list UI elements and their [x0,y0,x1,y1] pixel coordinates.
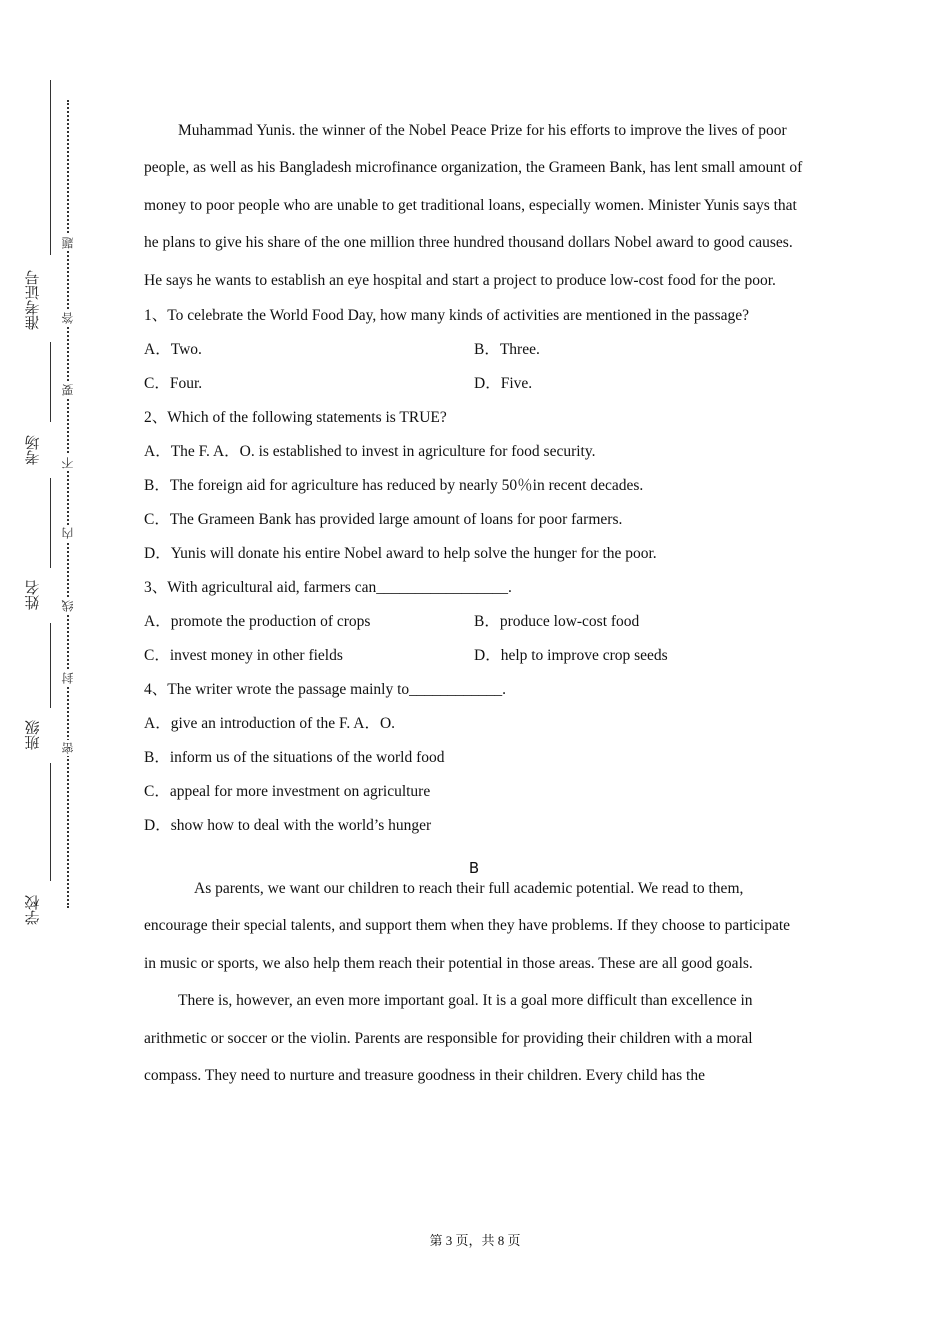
question-3 [144,571,804,673]
option-c[interactable]: C．invest money in other fields [144,647,343,665]
option-a[interactable]: A．The F. A．O. is established to invest in agriculture for food security. [144,443,596,461]
options-row [144,333,804,367]
seal-char: 内 [58,525,78,541]
options-row [144,639,804,673]
exam-content [144,112,804,1094]
seal-char: 密 [58,740,78,756]
question-4 [144,673,804,843]
question-stem: 1、To celebrate the World Food Day, how many kinds of activities are mentioned in the passage? [144,307,750,325]
question-1 [144,299,804,401]
option-b[interactable]: B．Three. [474,341,540,359]
option-b[interactable]: B．produce low-cost food [474,613,640,631]
seal-char: 线 [58,598,78,614]
school-label: 学校 [23,895,42,925]
seal-dotted-line [67,100,69,908]
option-a[interactable]: A．promote the production of crops [144,613,371,631]
option-c[interactable]: C．The Grameen Bank has provided large amount of loans for poor farmers. [144,511,623,529]
option-d[interactable]: D．Yunis will donate his entire Nobel award to help solve the hunger for the poor. [144,545,657,563]
exam-room-line [50,342,51,422]
option-b[interactable]: B．The foreign aid for agriculture has reduced by nearly 50％in recent decades. [144,477,644,495]
class-line [50,623,51,708]
seal-char: 封 [58,670,78,686]
option-a[interactable]: A．Two. [144,341,202,359]
option-d[interactable]: D．show how to deal with the world’s hunger [144,817,432,835]
seal-char: 题 [58,235,78,251]
option-d[interactable]: D．Five. [474,375,533,393]
seal-line [58,100,78,908]
school-line [50,763,51,881]
exam-number-line [50,80,51,255]
exam-room-label: 考场 [23,435,42,465]
question-stem: 4、The writer wrote the passage mainly to____________. [144,681,507,699]
binding-margin [14,80,54,940]
page-number: 第 3 页，共 8 页 [429,1233,521,1248]
class-label: 班级 [23,720,42,750]
option-c[interactable]: C．Four. [144,375,203,393]
passage-a-paragraph: Muhammad Yunis. the winner of the Nobel Peace Prize for his efforts to improve the lives of poor people, as well as his Bangladesh microfinance organization, the Grameen Bank, has lent small amount of money to poor people who are unable to get traditional loans, especially women. Minister Yunis says that he plans to give his share of the one million three hundred thousand dollars Nobel award to good causes. He says he wants to establish an eye hospital and start a project to produce low-cost food for the poor. [144,122,803,289]
section-b-paragraph-1: As parents, we want our children to reach their full academic potential. We read to them, encourage their special talents, and support them when they have problems. If they choose to participate in music or sports, we also help them reach their potential in those areas. These are all good goals. [144,880,791,972]
name-line [50,478,51,568]
name-label: 姓名 [23,580,42,610]
seal-char: 不 [58,455,78,471]
option-c[interactable]: C．appeal for more investment on agriculture [144,783,431,801]
options-row [144,605,804,639]
question-stem: 2、Which of the following statements is TRUE? [144,409,447,427]
option-d[interactable]: D．help to improve crop seeds [474,647,668,665]
option-b[interactable]: B．inform us of the situations of the world food [144,749,445,767]
question-2 [144,401,804,571]
exam-number-label: 准考证号 [23,270,42,330]
seal-char: 答 [58,310,78,326]
options-row [144,367,804,401]
section-b-paragraph-2: There is, however, an even more important goal. It is a goal more difficult than excellence in arithmetic or soccer or the violin. Parents are responsible for providing their children with a moral compass. They need to nurture and treasure goodness in their children. Every child has the [144,992,753,1085]
question-stem: 3、With agricultural aid, farmers can_________________. [144,579,512,597]
option-a[interactable]: A．give an introduction of the F. A．O. [144,715,396,733]
seal-char: 要 [58,382,78,398]
section-b-title: B [468,859,480,878]
